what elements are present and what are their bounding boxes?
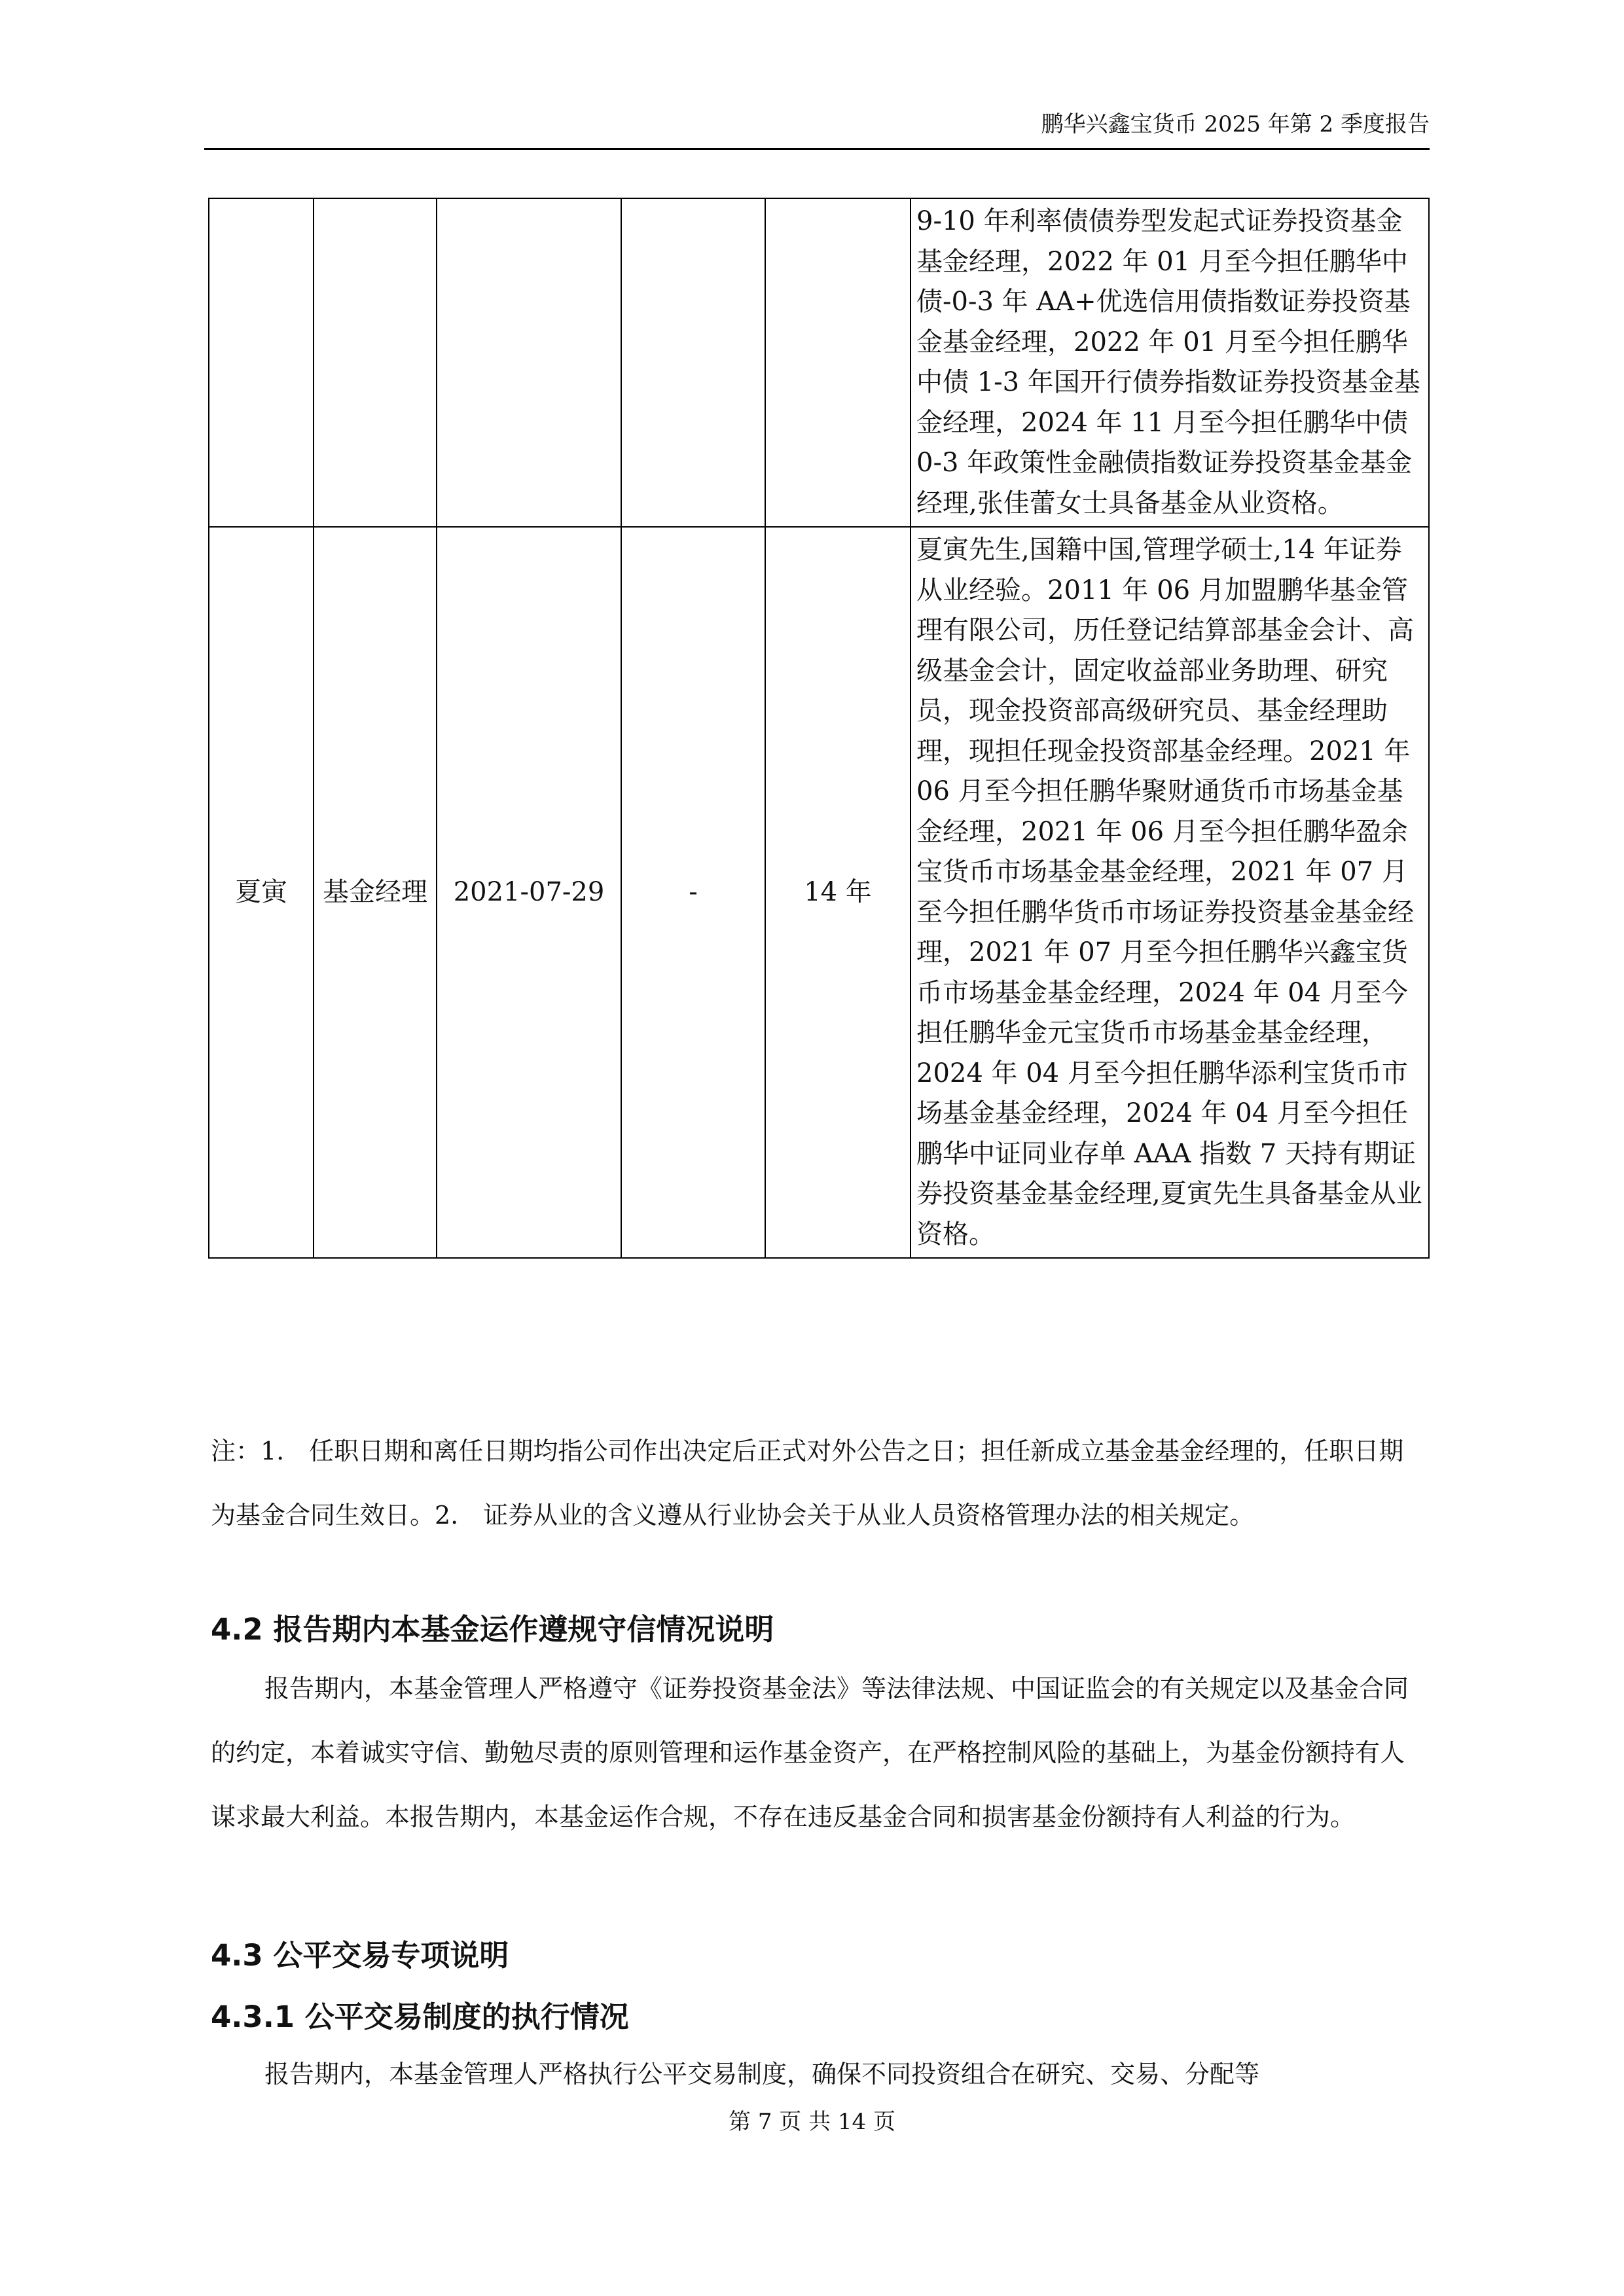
start-date: 2021-07-29	[437, 527, 621, 1258]
section-heading-4-3-1: 4.3.1 公平交易制度的执行情况	[211, 2000, 629, 2034]
end-date: -	[621, 527, 765, 1258]
note-text: 注：1. 任职日期和离任日期均指公司作出决定后正式对外公告之日；担任新成立基金基金经理的，任职日期为基金合同生效日。2. 证券从业的含义遵从行业协会关于从业人员资格管理办法的相关规定。	[211, 1437, 1404, 1530]
manager-position: 基金经理	[314, 527, 437, 1258]
manager-name: 夏寅	[209, 527, 314, 1258]
table-row-continuation	[209, 198, 1429, 527]
cell-empty	[314, 198, 437, 527]
report-header-title: 鹏华兴鑫宝货币 2025 年第 2 季度报告	[1041, 111, 1430, 137]
table-note	[211, 1419, 1428, 1547]
years-experience: 14 年	[765, 527, 911, 1258]
section-text-4-3-1: 报告期内，本基金管理人严格执行公平交易制度，确保不同投资组合在研究、交易、分配等	[264, 2060, 1260, 2089]
cell-empty	[765, 198, 911, 527]
section-heading-4-2: 4.2 报告期内本基金运作遵规守信情况说明	[211, 1612, 774, 1647]
table-row-manager	[209, 527, 1429, 1258]
cell-empty	[621, 198, 765, 527]
section-text-4-2: 报告期内，本基金管理人严格遵守《证券投资基金法》等法律法规、中国证监会的有关规定以及基金合同的约定，本着诚实守信、勤勉尽责的原则管理和运作基金资产，在严格控制风险的基础上，为基金份额持有人谋求最大利益。本报告期内，本基金运作合规，不存在违反基金合同和损害基金份额持有人利益的行为。	[211, 1674, 1409, 1831]
fund-manager-table	[208, 198, 1430, 1259]
cell-empty	[209, 198, 314, 527]
manager-description: 夏寅先生,国籍中国,管理学硕士,14 年证券从业经验。2011 年 06 月加盟鹏华基金管理有限公司，历任登记结算部基金会计、高级基金会计，固定收益部业务助理、研究员，现金投资部高级研究员、基金经理助理，现担任现金投资部基金经理。2021 年 06 月至今担任鹏华聚财通货币市场基金基金经理，2021 年 06 月至今担任鹏华盈余宝货币市场基金基金经理，2021 年 07 月至今担任鹏华货币市场证券投资基金基金经理，2021 年 07 月至今担任鹏华兴鑫宝货币市场基金基金经理，2024 年 04 月至今担任鹏华金元宝货币市场基金基金经理，2024 年 04 月至今担任鹏华添利宝货币市场基金基金经理，2024 年 04 月至今担任鹏华中证同业存单 AAA 指数 7 天持有期证券投资基金基金经理,夏寅先生具备基金从业资格。	[911, 527, 1429, 1258]
page-number: 第 7 页 共 14 页	[729, 2109, 895, 2135]
cell-empty	[437, 198, 621, 527]
header-divider	[204, 148, 1430, 150]
manager-description-continued: 9-10 年利率债债券型发起式证券投资基金基金经理，2022 年 01 月至今担任鹏华中债-0-3 年 AA+优选信用债指数证券投资基金基金经理，2022 年 01 月至今担任鹏华中债 1-3 年国开行债券指数证券投资基金基金经理，2024 年 11 月至今担任鹏华中债 0-3 年政策性金融债指数证券投资基金基金经理,张佳蕾女士具备基金从业资格。	[911, 198, 1429, 527]
section-heading-4-3: 4.3 公平交易专项说明	[211, 1938, 509, 1973]
